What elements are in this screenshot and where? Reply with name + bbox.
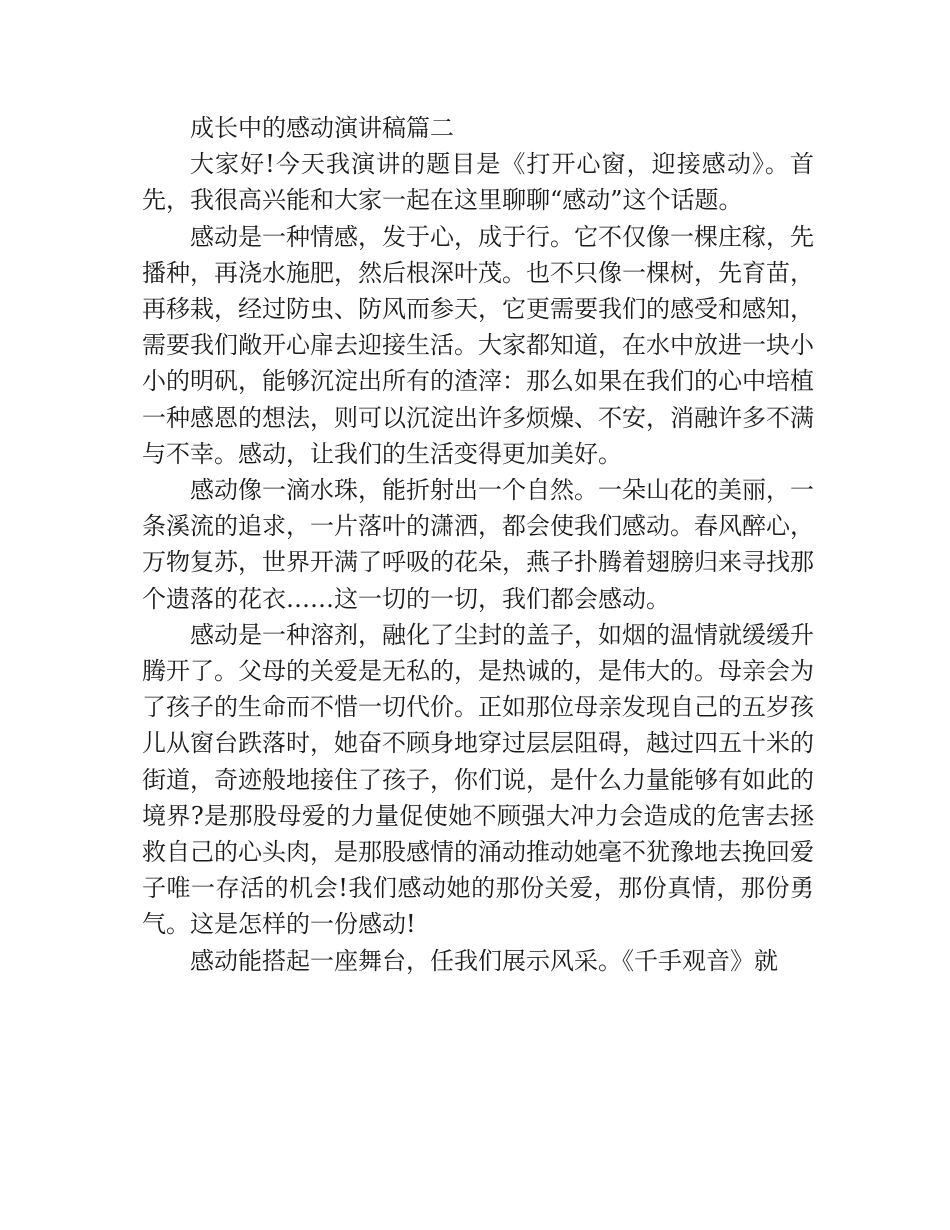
document-title: 成长中的感动演讲稿篇二 (190, 114, 454, 142)
paragraph-1: 大家好!今天我演讲的题目是《打开心窗，迎接感动》。首先，我很高兴能和大家一起在这里聊聊“感动”这个话题。 (142, 150, 814, 215)
document-body (142, 110, 814, 979)
paragraph-3: 感动像一滴水珠，能折射出一个自然。一朵山花的美丽，一条溪流的追求，一片落叶的潇洒，都会使我们感动。春风醉心，万物复苏，世界开满了呼吸的花朵，燕子扑腾着翅膀归来寻找那个遗落的花衣……这一切的一切，我们都会感动。 (142, 476, 814, 613)
paragraph-4: 感动是一种溶剂，融化了尘封的盖子，如烟的温情就缓缓升腾开了。父母的关爱是无私的，是热诚的，是伟大的。母亲会为了孩子的生命而不惜一切代价。正如那位母亲发现自己的五岁孩儿从窗台跌落时，她奋不顾身地穿过层层阻碍，越过四五十米的街道，奇迹般地接住了孩子，你们说，是什么力量能够有如此的境界?是那股母爱的力量促使她不顾强大冲力会造成的危害去拯救自己的心头肉，是那股感情的涌动推动她毫不犹豫地去挽回爱子唯一存活的机会!我们感动她的那份关爱，那份真情，那份勇气。这是怎样的一份感动! (142, 620, 814, 939)
paragraph-2: 感动是一种情感，发于心，成于行。它不仅像一棵庄稼，先播种，再浇水施肥，然后根深叶茂。也不只像一棵树，先育苗，再移栽，经过防虫、防风而参天，它更需要我们的感受和感知，需要我们敞开心扉去迎接生活。大家都知道，在水中放进一块小小的明矾，能够沉淀出所有的渣滓：那么如果在我们的心中培植一种感恩的想法，则可以沉淀出许多烦燥、不安，消融许多不满与不幸。感动，让我们的生活变得更加美好。 (142, 222, 814, 468)
paragraph-5: 感动能搭起一座舞台，任我们展示风采。《千手观音》就 (190, 946, 778, 975)
